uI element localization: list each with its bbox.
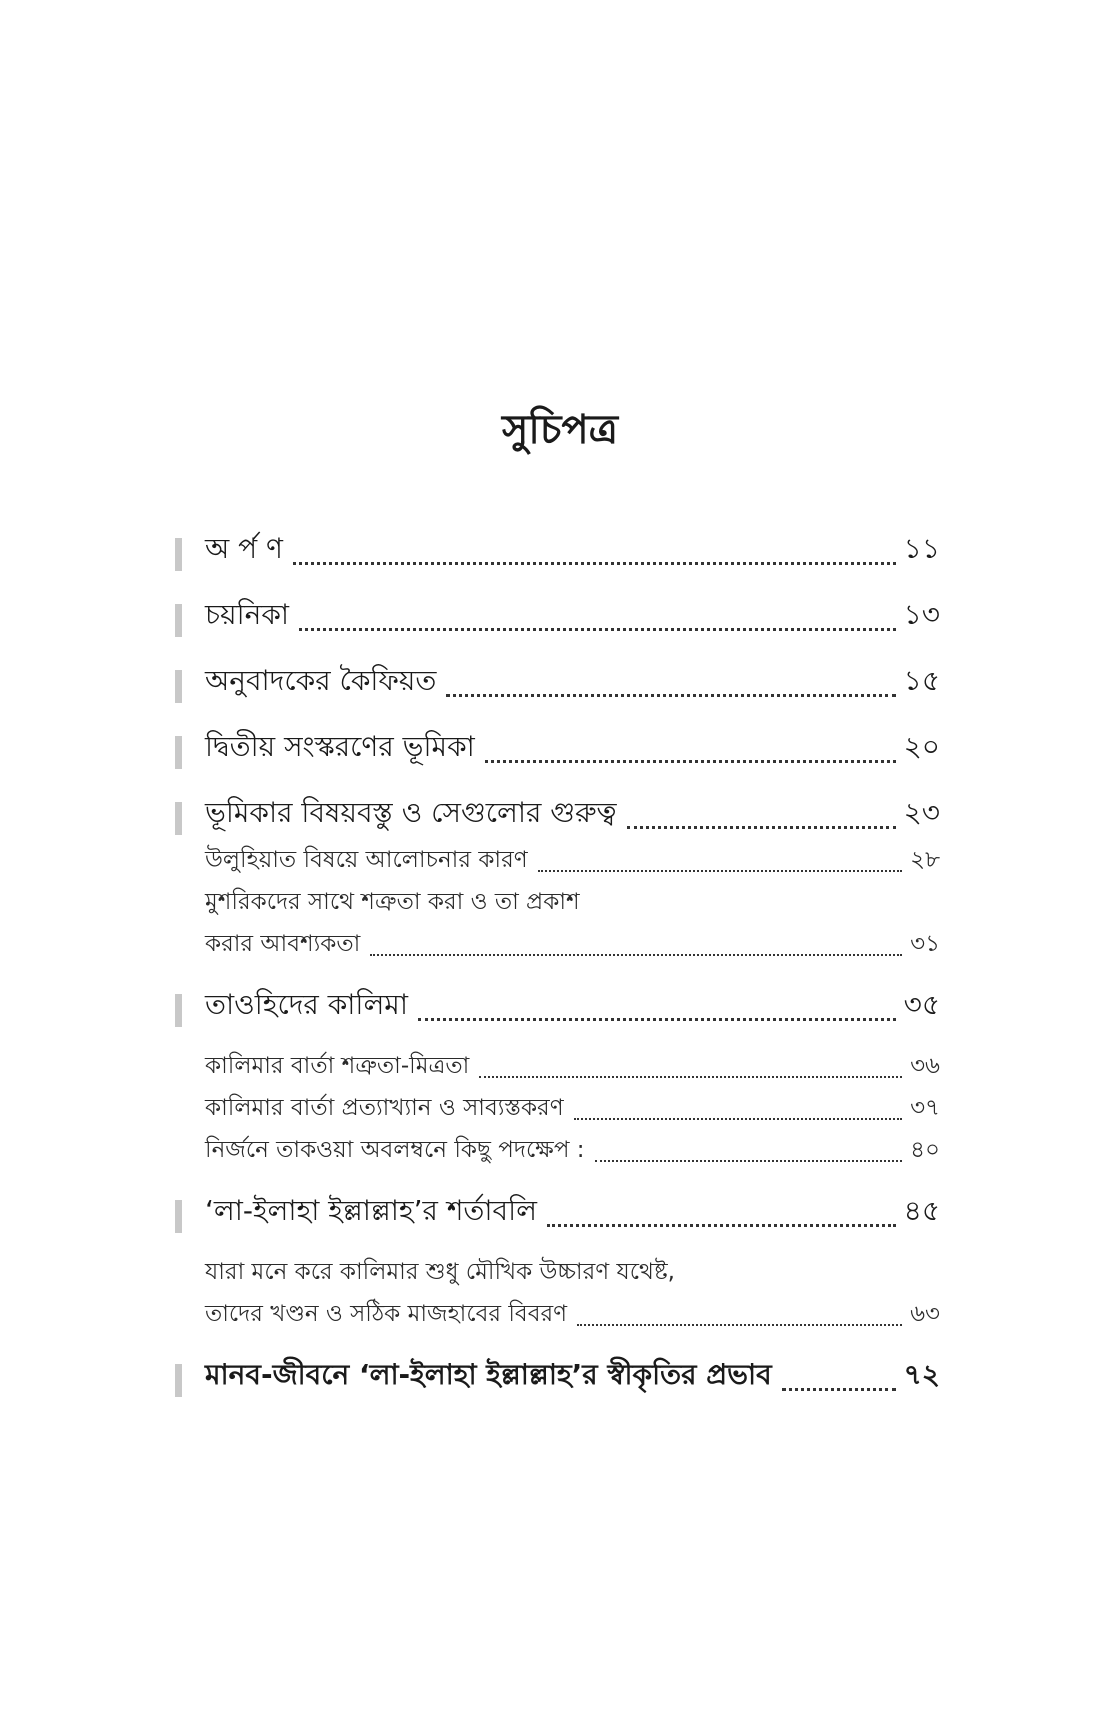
dot-leader	[574, 1118, 902, 1120]
toc-entry[interactable]	[175, 728, 940, 772]
toc-subentry[interactable]	[175, 846, 940, 880]
toc-subentry[interactable]	[175, 1136, 940, 1170]
toc-entry-page: ৩৫	[903, 988, 940, 1021]
toc-subentry-page: ৩১	[910, 931, 940, 957]
section-marker	[175, 1364, 182, 1397]
section-marker	[175, 802, 182, 835]
section-marker	[175, 736, 182, 769]
toc-entry-page: ২০	[903, 730, 940, 763]
section-marker	[175, 538, 182, 571]
toc-entry[interactable]	[175, 794, 940, 838]
toc-entry-title: অ র্প ণ	[205, 532, 283, 565]
section-marker	[175, 670, 182, 703]
toc-entry-page: ৪৫	[903, 1194, 940, 1227]
section-marker	[175, 994, 182, 1027]
toc-subentry[interactable]	[175, 1094, 940, 1128]
toc-entry[interactable]	[175, 986, 940, 1030]
toc-entry-title: তাওহিদের কালিমা	[205, 988, 408, 1021]
toc-subentry[interactable]	[175, 930, 940, 964]
toc-entry-page: ১৫	[903, 664, 940, 697]
toc-entry[interactable]	[175, 530, 940, 574]
toc-entry-title: অনুবাদকের কৈফিয়ত	[205, 664, 437, 697]
dot-leader	[293, 562, 896, 565]
toc-entry[interactable]	[175, 596, 940, 640]
toc-subentry[interactable]	[175, 1052, 940, 1086]
dot-leader	[627, 826, 896, 829]
dot-leader	[299, 628, 896, 631]
dot-leader	[370, 954, 902, 956]
toc-entry-page: ২৩	[903, 796, 940, 829]
toc-entry-title: ‘লা-ইলাহা ইল্লাল্লাহ’র শর্তাবলি	[205, 1194, 537, 1227]
toc-entry-title: মানব-জীবনে ‘লা-ইলাহা ইল্লাল্লাহ’র স্বীকৃতির প্রভাব	[205, 1358, 772, 1391]
dot-leader	[538, 870, 902, 872]
section-marker	[175, 1200, 182, 1233]
toc-subentry-title: নির্জনে তাকওয়া অবলম্বনে কিছু পদক্ষেপ :	[205, 1137, 585, 1163]
toc-subentry-title: কালিমার বার্তা শত্রুতা-মিত্রতা	[205, 1053, 470, 1079]
toc-subentry-title: কালিমার বার্তা প্রত্যাখ্যান ও সাব্যস্তকরণ	[205, 1095, 564, 1121]
toc-entry[interactable]	[175, 662, 940, 706]
toc-subentry[interactable]	[175, 1300, 940, 1334]
toc-subentry-line	[175, 1258, 940, 1292]
toc-subentry-page: ৬৩	[910, 1301, 940, 1327]
toc-entry-page: ৭২	[903, 1358, 940, 1391]
dot-leader	[418, 1018, 896, 1021]
toc-subentry-line	[175, 888, 940, 922]
toc-subentry-title-line1: মুশরিকদের সাথে শত্রুতা করা ও তা প্রকাশ	[205, 889, 580, 915]
dot-leader	[479, 1076, 902, 1078]
toc-subentry-page: ২৮	[910, 847, 940, 873]
dot-leader	[446, 694, 895, 697]
toc-entry-title: চয়নিকা	[205, 598, 290, 631]
toc-entry-title: দ্বিতীয় সংস্করণের ভূমিকা	[205, 730, 475, 763]
toc-subentry-title-line1: যারা মনে করে কালিমার শুধু মৌখিক উচ্চারণ যথেষ্ট,	[205, 1259, 675, 1285]
dot-leader	[782, 1388, 896, 1391]
toc-entry-page: ১১	[903, 532, 940, 565]
toc-entry-page: ১৩	[903, 598, 940, 631]
toc-subentry-page: ৩৭	[910, 1095, 940, 1121]
toc-subentry-title: করার আবশ্যকতা	[205, 931, 361, 957]
page-title: সুচিপত্র	[502, 407, 618, 453]
dot-leader	[547, 1224, 896, 1227]
dot-leader	[595, 1160, 903, 1162]
toc-subentry-title: তাদের খণ্ডন ও সঠিক মাজহাবের বিবরণ	[205, 1301, 568, 1327]
dot-leader	[485, 760, 896, 763]
toc-entry[interactable]	[175, 1192, 940, 1236]
toc-subentry-title: উলুহিয়াত বিষয়ে আলোচনার কারণ	[205, 847, 528, 873]
toc-subentry-page: ৪০	[910, 1137, 940, 1163]
section-marker	[175, 604, 182, 637]
toc-entry-title: ভূমিকার বিষয়বস্তু ও সেগুলোর গুরুত্ব	[205, 796, 617, 829]
table-of-contents	[175, 530, 940, 1400]
toc-subentry-page: ৩৬	[910, 1053, 940, 1079]
dot-leader	[577, 1324, 902, 1326]
toc-entry[interactable]	[175, 1356, 940, 1400]
